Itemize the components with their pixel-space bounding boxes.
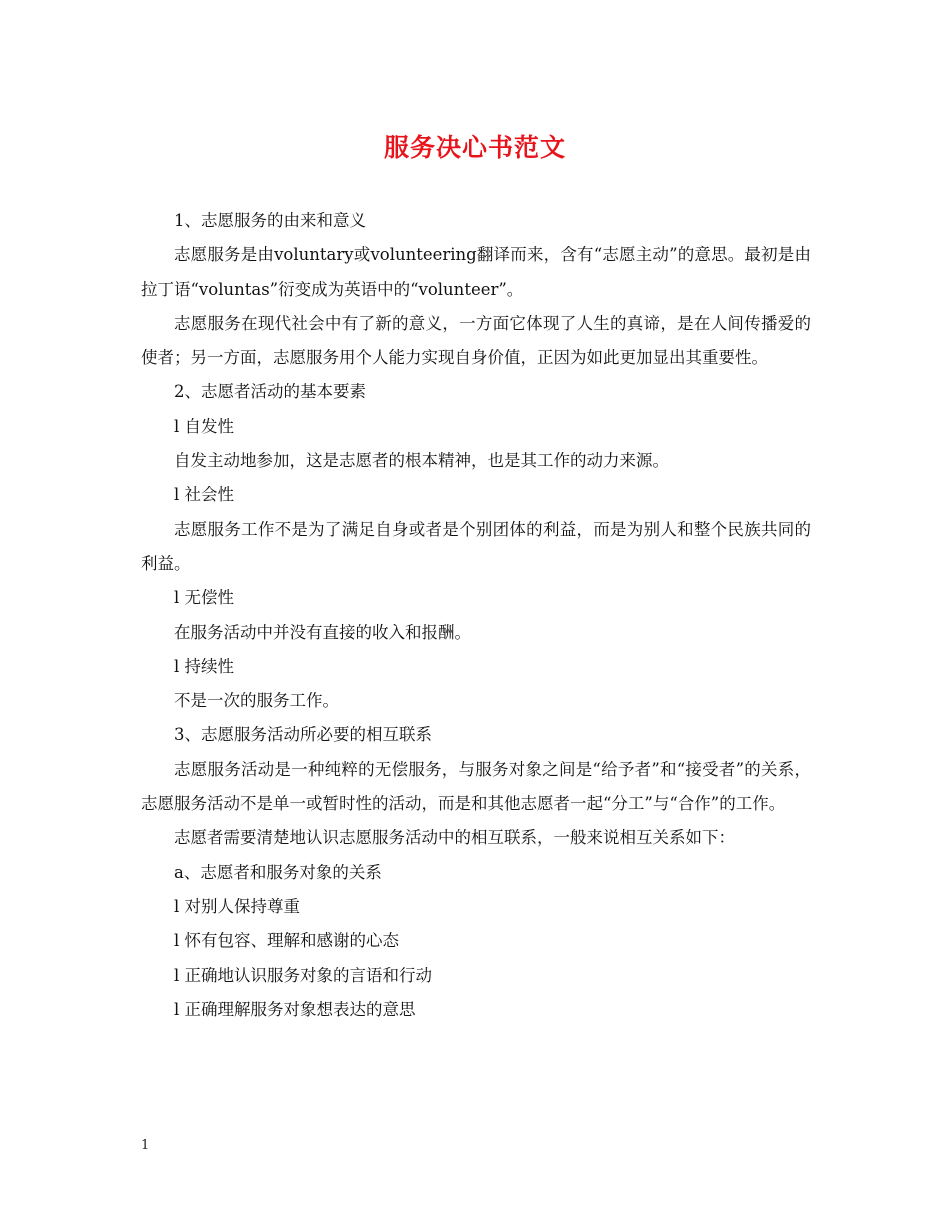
section-heading-3: 3、志愿服务活动所必要的相互联系 — [174, 725, 432, 745]
list-item: l 自发性 — [174, 416, 235, 436]
list-item: l 无偿性 — [174, 588, 235, 608]
document-body — [141, 204, 811, 1027]
list-item: l 对别人保持尊重 — [174, 896, 301, 916]
list-item: l 持续性 — [174, 656, 235, 676]
paragraph: 自发主动地参加，这是志愿者的根本精神，也是其工作的动力来源。 — [174, 451, 669, 471]
section-heading-1: 1、志愿服务的由来和意义 — [174, 211, 366, 230]
paragraph: 志愿服务工作不是为了满足自身或者是个别团体的利益，而是为别人和整个民族共同的利益。 — [141, 519, 811, 573]
paragraph: 志愿服务活动是一种纯粹的无偿服务，与服务对象之间是“给予者”和“接受者”的关系，志愿服务活动不是单一或暂时性的活动，而是和其他志愿者一起“分工”与“合作”的工作。 — [141, 759, 811, 814]
list-item: l 怀有包容、理解和感谢的心态 — [174, 931, 400, 951]
paragraph: 志愿者需要清楚地认识志愿服务活动中的相互联系，一般来说相互关系如下： — [174, 828, 735, 848]
paragraph: 志愿服务在现代社会中有了新的意义，一方面它体现了人生的真谛，是在人间传播爱的使者；另一方面，志愿服务用个人能力实现自身价值，正因为如此更加显出其重要性。 — [141, 313, 811, 368]
sub-heading-a: a、志愿者和服务对象的关系 — [174, 862, 382, 882]
paragraph: 在服务活动中并没有直接的收入和报酬。 — [174, 622, 471, 642]
page-number: 1 — [141, 1138, 150, 1153]
list-item: l 正确地认识服务对象的言语和行动 — [174, 965, 433, 985]
document-title: 服务决心书范文 — [383, 133, 566, 162]
list-item: l 正确理解服务对象想表达的意思 — [174, 999, 416, 1019]
paragraph: 志愿服务是由voluntary或volunteering翻译而来，含有“志愿主动”的意思。最初是由拉丁语“voluntas”衍变成为英语中的“volunteer”。 — [141, 245, 811, 299]
section-heading-2: 2、志愿者活动的基本要素 — [174, 382, 366, 402]
list-item: l 社会性 — [174, 485, 235, 505]
paragraph: 不是一次的服务工作。 — [174, 691, 339, 711]
